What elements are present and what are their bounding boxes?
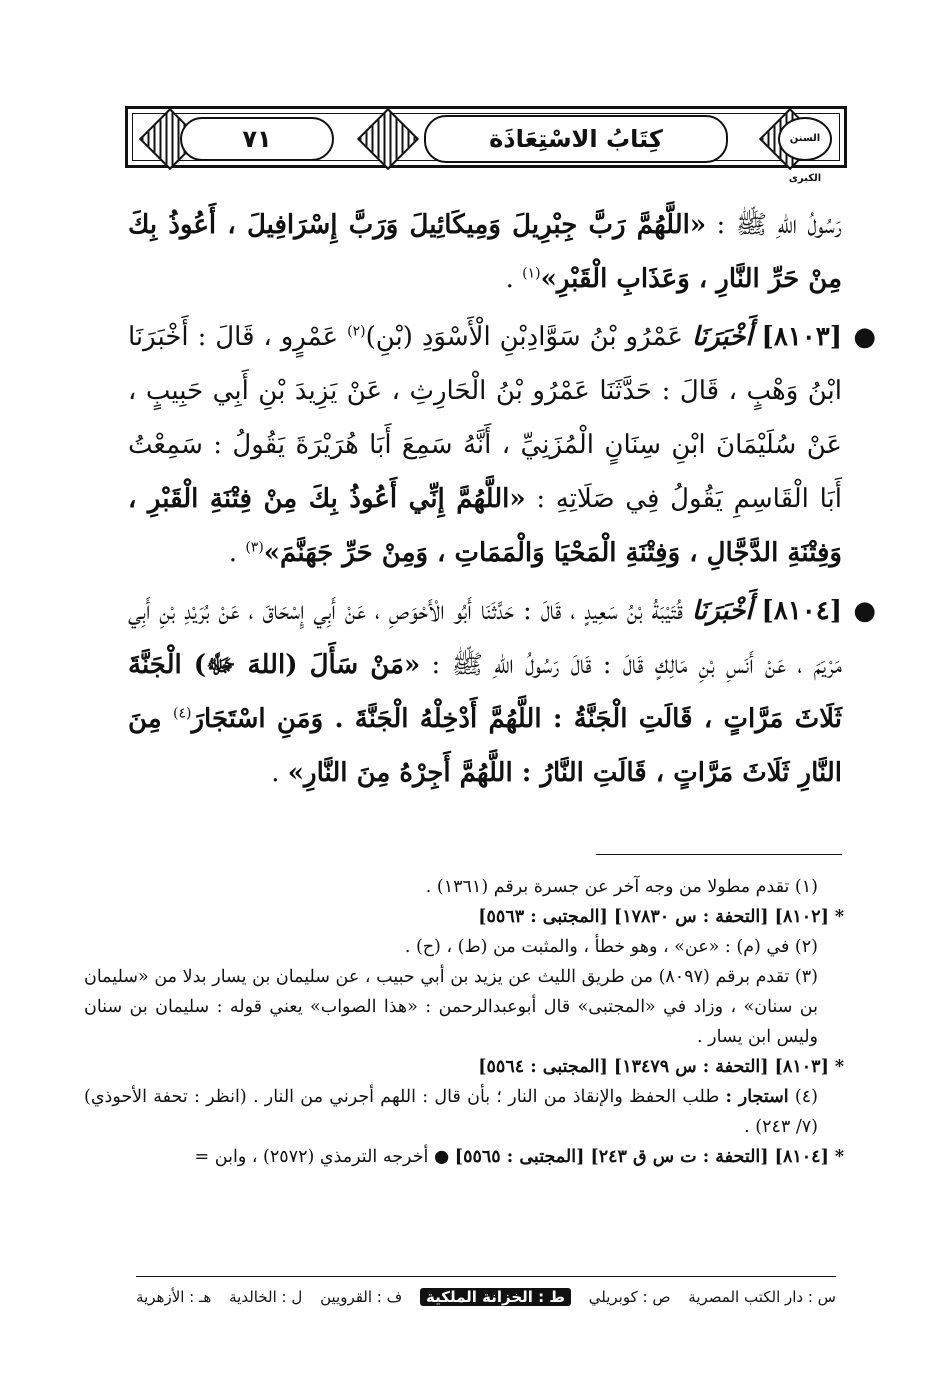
bullet-icon: ● [853, 322, 876, 352]
manuscript-legend [136, 1288, 836, 1306]
bullet-icon: ● [853, 596, 876, 626]
source-line-8103 [84, 1052, 844, 1082]
footnote-3: (٣) تقدم برقم (٨٠٩٧) من طريق الليث عن يزيد بن أبي حبيب ، عن سليمان بن يسار بدلا من «سليمان بن سنان» ، وزاد في «المجتبى» قال أبوعبدالرحمن : «هذا الصواب» يعني قوله : سليمان بن سنان وليس ابن يسار . [84, 967, 818, 1047]
footnote-2: (٢) في (م) : «عن» ، وهو خطأ ، والمثبت من (ط) ، (ح) . [404, 937, 818, 957]
footnote-1: (١) تقدم مطولا من وجه آخر عن جسرة برقم (١٣٦١) . [425, 877, 818, 897]
text-run: رَسُولُ اللهِ ﷺ : [706, 210, 842, 240]
star-icon: * [834, 907, 844, 927]
footnote-separator [596, 854, 842, 855]
source-ref: [٨١٠٤] [التحفة : ت س ق ٢٤٣] [المجتبى : ٥٥٦٥] [454, 1147, 829, 1167]
running-header [125, 106, 847, 184]
footnote-ref[interactable]: (٢) [347, 323, 366, 340]
hadith-number: [٨١٠٣] [761, 322, 842, 352]
book-title: كِتَابُ الاسْتِعَاذَة [424, 115, 728, 163]
footnote-ref[interactable]: (٣) [245, 539, 264, 556]
source-line-8102 [84, 902, 844, 932]
text-run: . [505, 264, 523, 294]
chain-keyword: أَخْبَرَنَا [691, 596, 753, 626]
text-run: قُتَيْبَةُ بْنُ سَعِيدٍ ، قَالَ : حَدَّثَنَا أَبُو الْأَحْوَصِ ، عَنْ أَبِي إِسْحَاقَ ، عَنْ بُرَيْدِ بْنِ أَبِي مَرْيَمَ ، عَنْ أَنَسِ بْنِ مَالِكٍ قَالَ : قَالَ رَسُولُ اللهِ ﷺ : [128, 596, 842, 680]
source-ref: [٨١٠٣] [التحفة : س ١٣٤٧٩] [المجتبى : ٥٥٦٤] [478, 1057, 829, 1077]
prophetic-quote: مِنَ النَّارِ ثَلَاثَ مَرَّاتٍ ، قَالَتِ النَّارُ : اللَّهُمَّ أَجِرْهُ مِنَ النَّارِ» [128, 704, 842, 788]
footnote-number: (٤) [794, 1087, 818, 1107]
footnote-ref[interactable]: (١) [522, 265, 541, 282]
legend-item-highlighted: ط : الخزانة الملكية [420, 1288, 571, 1306]
text-run: عَمْرٍو ، قَالَ : أَخْبَرَنَا ابْنُ وَهْبٍ ، قَالَ : حَدَّثَنَا عَمْرُو بْنُ الْحَارِثِ ، عَنْ يَزِيدَ بْنِ أَبِي حَبِيبٍ ، عَنْ سُلَيْمَانَ ابْنِ سِنَانٍ الْمُزَنِيِّ ، أَنَّهُ سَمِعَ أَبَا هُرَيْرَةَ يَقُولُ : سَمِعْتُ أَبَا الْقَاسِمِ يَقُولُ فِي صَلَاتِهِ : [128, 322, 843, 514]
legend-separator [136, 1276, 836, 1277]
prophetic-quote: «مَنْ سَأَلَ (اللهَ ﷻ) الْجَنَّةَ ثَلَاثَ مَرَّاتٍ ، قَالَتِ الْجَنَّةُ : اللَّهُمَّ أَدْخِلْهُ الْجَنَّةَ . وَمَنِ اسْتَجَارَ [128, 650, 842, 734]
prophetic-quote: «اللَّهُمَّ إِنِّي أَعُوذُ بِكَ مِنْ فِتْنَةِ الْقَبْرِ ، وَفِتْنَةِ الدَّجَّالِ ، وَفِتْنَةِ الْمَحْيَا وَالْمَمَاتِ ، وَمِنْ حَرِّ جَهَنَّمَ» [128, 484, 842, 568]
legend-item: س : دار الكتب المصرية [688, 1288, 836, 1306]
page-number: ٧١ [180, 117, 334, 161]
footnotes [84, 872, 844, 1172]
legend-item: هـ : الأزهرية [136, 1288, 212, 1306]
hadith-8103 [128, 310, 876, 580]
text-run: . [228, 538, 246, 568]
prophetic-quote: «اللَّهُمَّ رَبَّ جِبْرِيلَ وَمِيكَائِيلَ وَرَبَّ إِسْرَافِيلَ ، أَعُوذُ بِكَ مِنْ حَرِّ النَّارِ ، وَعَذَابِ الْقَبْرِ» [128, 210, 842, 294]
main-text [128, 198, 876, 804]
book-logo: السنن الكبرى [778, 117, 832, 161]
paragraph-continuation [128, 198, 842, 306]
star-icon: * [834, 1147, 844, 1167]
text-run: . [271, 758, 288, 788]
chain-keyword: أَخْبَرَنَا [691, 322, 753, 352]
legend-item: ف : القرويين [320, 1288, 403, 1306]
footnote-ref[interactable]: (٤) [173, 705, 192, 722]
legend-item: ل : الخالدية [229, 1288, 303, 1306]
glossed-word: استجار : [725, 1087, 789, 1107]
source-line-8104 [84, 1142, 844, 1172]
text-run: طلب الحفظ والإنقاذ من النار ؛ بأن قال : اللهم أجرني من النار . (انظر : تحفة الأحوذي) (٧/ ٢٤٣) . [84, 1087, 818, 1137]
star-icon: * [834, 1057, 844, 1077]
footnote-4 [84, 1082, 844, 1142]
hadith-number: [٨١٠٤] [761, 596, 842, 626]
text-run: عَمْرُو بْنُ سَوَّادِبْنِ الْأَسْوَدِ (بْنِ) [365, 322, 692, 352]
hadith-8104 [128, 584, 876, 800]
source-ref: [٨١٠٢] [التحفة : س ١٧٨٣٠] [المجتبى : ٥٥٦٣] [478, 907, 829, 927]
text-run: ● أخرجه الترمذي (٢٥٧٢) ، وابن = [194, 1147, 450, 1167]
legend-item: ص : كوبريلي [588, 1288, 671, 1306]
